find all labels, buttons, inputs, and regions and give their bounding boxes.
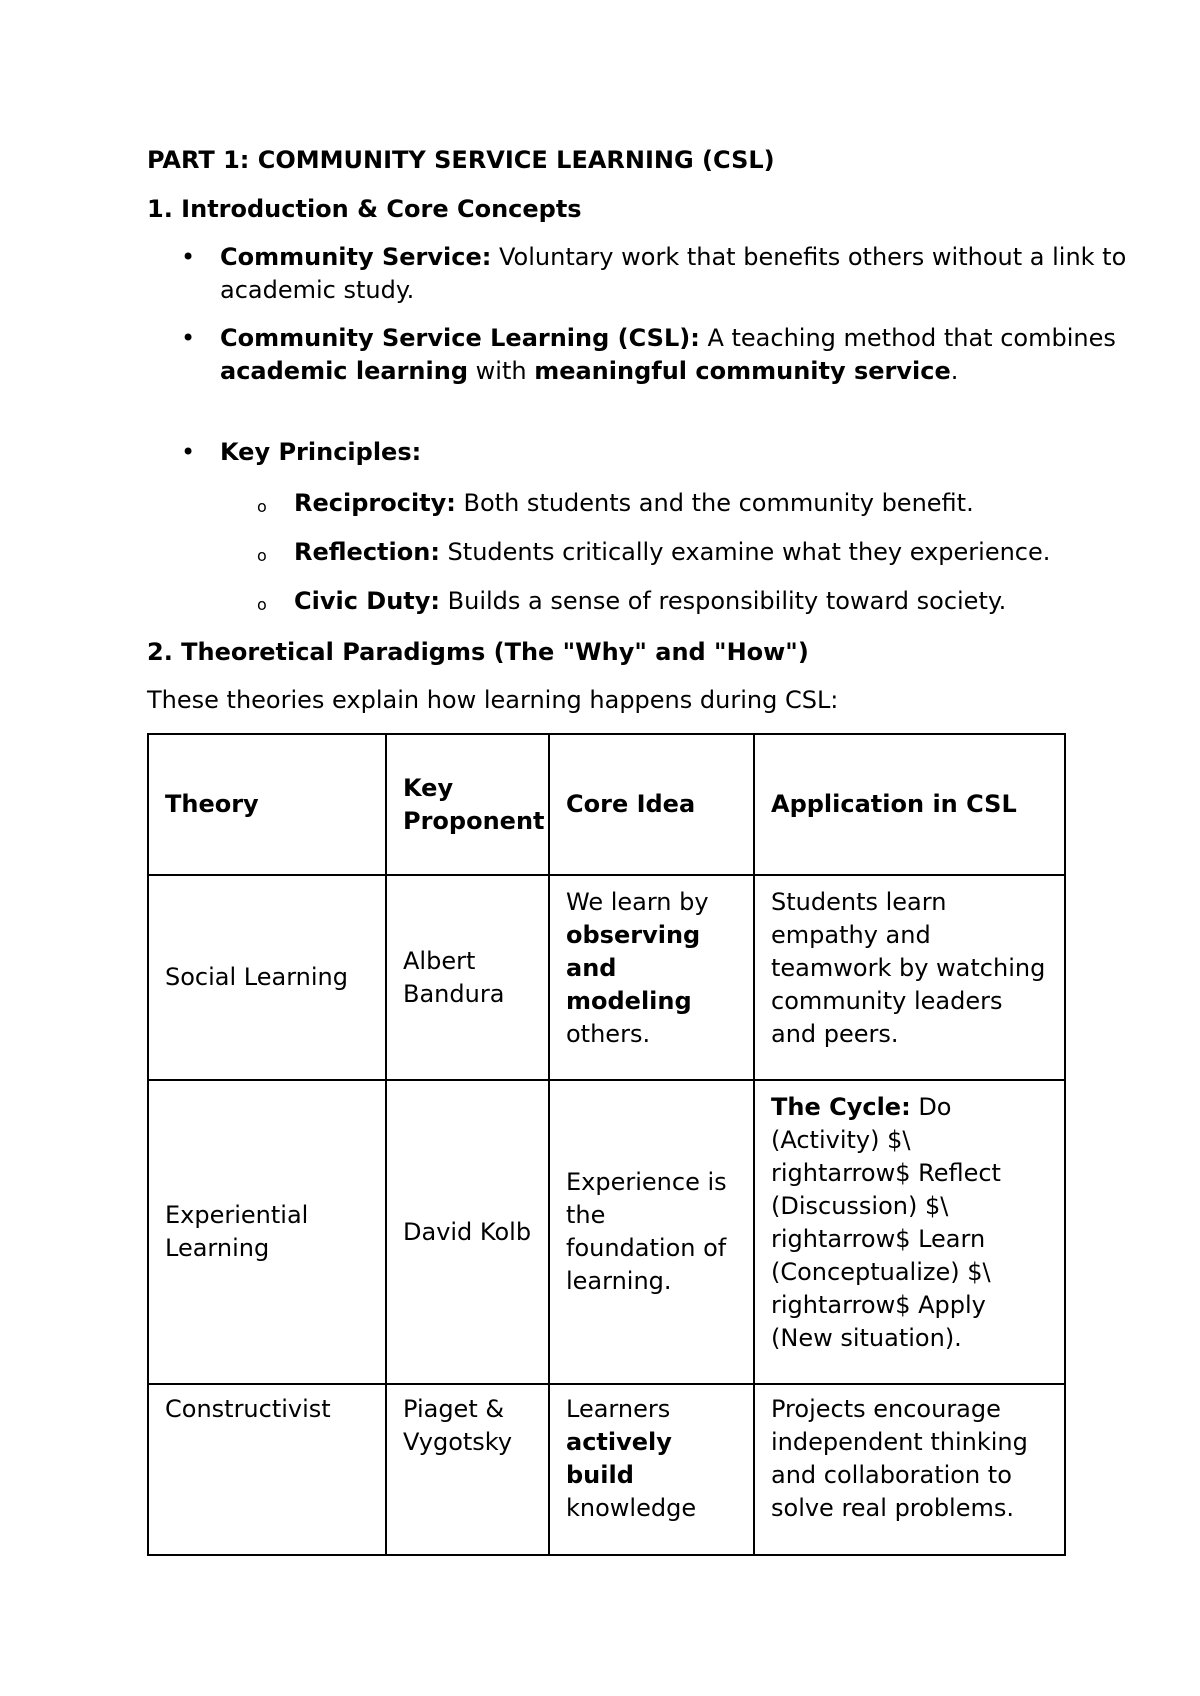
principle-reciprocity — [147, 487, 1200, 520]
bullet-text: Voluntary work that benefits others without a link to academic study. — [220, 243, 1127, 304]
bullet-icon: • — [181, 243, 196, 271]
header-key-proponent: Key Proponent — [386, 734, 549, 875]
bullet-emphasis: academic learning — [220, 357, 469, 385]
principle-text: Students critically examine what they experience. — [439, 538, 1051, 566]
part-title: PART 1: COMMUNITY SERVICE LEARNING (CSL) — [147, 146, 775, 174]
principle-term: Civic Duty: — [294, 587, 441, 615]
bullet-term: Community Service: — [220, 243, 492, 271]
application-emphasis: The Cycle: — [771, 1093, 911, 1121]
table-row — [148, 875, 1065, 1080]
principle-reflection — [147, 536, 1200, 569]
cell-theory: Constructivist — [148, 1384, 386, 1555]
principle-term: Reflection: — [294, 538, 440, 566]
principle-civic-duty — [147, 585, 1200, 618]
cell-core-idea — [549, 875, 754, 1080]
bullet-csl-definition — [147, 322, 1140, 388]
cell-theory: Experiential Learning — [148, 1080, 386, 1384]
application-text: Projects encourage independent thinking and collaboration to solve real problems. — [771, 1395, 1028, 1522]
bullet-key-principles — [147, 436, 1140, 469]
cell-application — [754, 875, 1065, 1080]
bullet-text: . — [950, 357, 959, 385]
section-1-title: 1. Introduction & Core Concepts — [147, 195, 582, 223]
theories-table — [147, 733, 1066, 1556]
table-header-row — [148, 734, 1065, 875]
cell-proponent: Albert Bandura — [386, 875, 549, 1080]
cell-core-idea — [549, 1384, 754, 1555]
bullet-term: Key Principles: — [220, 438, 422, 466]
cell-application — [754, 1384, 1065, 1555]
cell-proponent: David Kolb — [386, 1080, 549, 1384]
table-row — [148, 1384, 1065, 1555]
application-text: Do (Activity) $\ rightarrow$ Reflect (Discussion) $\ rightarrow$ Learn (Conceptualize) $\ rightarrow$ Apply (New situation). — [771, 1093, 1001, 1352]
header-theory: Theory — [148, 734, 386, 875]
cell-application — [754, 1080, 1065, 1384]
idea-text: knowledge — [566, 1494, 697, 1522]
table-row — [148, 1080, 1065, 1384]
bullet-icon: • — [181, 438, 196, 466]
section-2-title: 2. Theoretical Paradigms (The "Why" and "How") — [147, 638, 809, 666]
application-text: Students learn empathy and teamwork by watching community leaders and peers. — [771, 888, 1046, 1048]
bullet-community-service — [147, 241, 1140, 307]
cell-core-idea — [549, 1080, 754, 1384]
sub-bullet-icon: o — [257, 497, 267, 516]
sub-bullet-icon: o — [257, 595, 267, 614]
idea-text: Experience is the foundation of learning. — [566, 1168, 727, 1295]
bullet-icon: • — [181, 324, 196, 352]
section-2-intro: These theories explain how learning happens during CSL: — [147, 686, 839, 714]
principle-text: Both students and the community benefit. — [455, 489, 974, 517]
idea-text: others. — [566, 1020, 651, 1048]
sub-bullet-icon: o — [257, 546, 267, 565]
bullet-text: A teaching method that combines — [699, 324, 1116, 352]
bullet-emphasis: meaningful community service — [534, 357, 951, 385]
header-application: Application in CSL — [754, 734, 1065, 875]
idea-emphasis: actively build — [566, 1428, 672, 1489]
cell-proponent: Piaget & Vygotsky — [386, 1384, 549, 1555]
cell-theory: Social Learning — [148, 875, 386, 1080]
principle-term: Reciprocity: — [294, 489, 456, 517]
idea-emphasis: observing and modeling — [566, 921, 701, 1015]
idea-text: Learners — [566, 1395, 671, 1423]
bullet-text: with — [468, 357, 535, 385]
header-core-idea: Core Idea — [549, 734, 754, 875]
principle-text: Builds a sense of responsibility toward society. — [440, 587, 1007, 615]
idea-text: We learn by — [566, 888, 709, 916]
bullet-term: Community Service Learning (CSL): — [220, 324, 700, 352]
